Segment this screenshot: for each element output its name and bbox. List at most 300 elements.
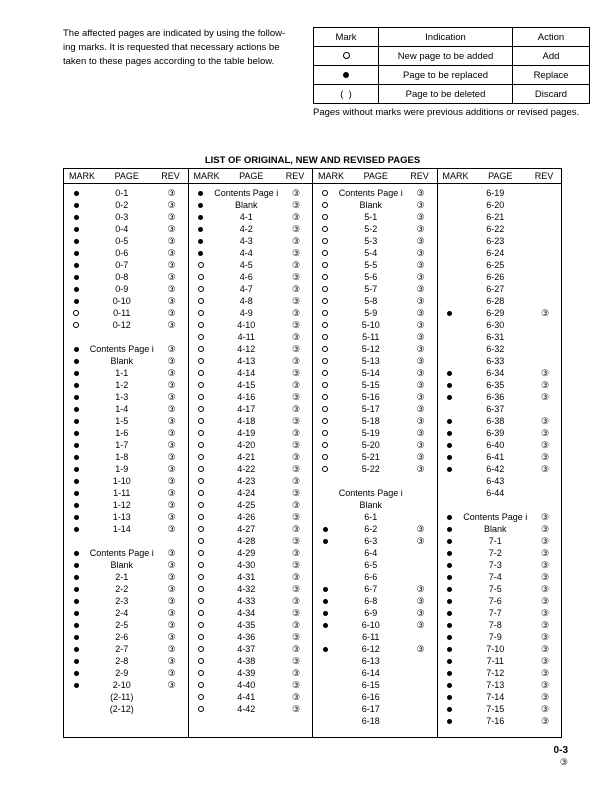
row-page-cell: 4-24 (237, 488, 256, 498)
row-rev-cell: ③ (540, 607, 550, 618)
page-row (189, 247, 313, 259)
hollow-circle-mark (198, 418, 204, 424)
row-page-cell: 4-6 (239, 272, 253, 282)
row-page-cell: 6-37 (486, 404, 505, 414)
row-page-cell: 5-4 (364, 248, 378, 258)
row-rev-cell: ③ (540, 379, 550, 390)
filled-circle-mark (74, 443, 79, 448)
mark-legend-table (313, 27, 590, 104)
row-rev-cell: ③ (167, 499, 176, 510)
footer-revision: ③ (559, 757, 568, 767)
row-mark-cell (438, 671, 462, 676)
row-rev-cell: ③ (291, 487, 301, 498)
row-mark-cell (313, 358, 337, 364)
page-row (64, 259, 188, 271)
row-mark-cell (438, 719, 462, 724)
pages-table-column-header (438, 169, 562, 184)
row-rev-cell: ③ (416, 223, 425, 234)
page-row (189, 703, 313, 715)
row-mark-cell (313, 298, 337, 304)
row-rev-cell: ③ (167, 571, 176, 582)
row-page-cell: 4-20 (237, 440, 256, 450)
row-rev-cell: ③ (167, 235, 176, 246)
row-page-cell: 4-7 (239, 284, 253, 294)
filled-circle-mark (447, 515, 452, 520)
row-mark-cell (189, 239, 213, 244)
row-mark-cell (438, 455, 462, 460)
hollow-circle-mark (198, 382, 204, 388)
filled-circle-mark (74, 347, 79, 352)
row-page-cell: 6-38 (486, 416, 505, 426)
row-page-cell: 5-2 (364, 224, 378, 234)
page-row (64, 655, 188, 667)
page-row (313, 475, 437, 487)
page-row (189, 403, 313, 415)
hollow-circle-mark (322, 202, 328, 208)
row-rev-cell: ③ (416, 307, 425, 318)
row-rev-cell: ③ (291, 247, 301, 258)
row-page-cell: 6-13 (361, 656, 380, 666)
row-mark-cell (64, 659, 88, 664)
filled-circle-mark (74, 587, 79, 592)
row-rev-cell: ③ (291, 643, 301, 654)
page-row (313, 187, 437, 199)
mark-legend-row (314, 47, 590, 66)
row-page-cell: 0-6 (115, 248, 129, 258)
row-mark-cell (64, 371, 88, 376)
page-row (313, 271, 437, 283)
page-row (189, 475, 313, 487)
page-row (438, 343, 562, 355)
row-mark-cell (438, 659, 462, 664)
page-row (438, 355, 562, 367)
row-page-cell: 5-19 (361, 428, 380, 438)
row-mark-cell (313, 442, 337, 448)
hollow-circle-mark (73, 310, 79, 316)
page-row (64, 475, 188, 487)
hollow-circle-mark (322, 442, 328, 448)
filled-circle-mark (447, 587, 452, 592)
row-mark-cell (64, 359, 88, 364)
filled-circle-mark (74, 371, 79, 376)
page-row (313, 691, 437, 703)
row-page-cell: 7-8 (488, 620, 502, 630)
page-row (438, 607, 562, 619)
row-mark-cell (438, 527, 462, 532)
page-row (438, 307, 562, 319)
row-mark-cell (438, 599, 462, 604)
row-page-cell: Contents Page i (463, 512, 528, 522)
page-row (438, 463, 562, 475)
row-mark-cell (64, 215, 88, 220)
page-row (438, 511, 562, 523)
page-row (438, 535, 562, 547)
filled-circle-mark (447, 611, 452, 616)
row-page-cell: 2-1 (115, 572, 129, 582)
page-row (313, 307, 437, 319)
row-page-cell: Contents Page i (89, 344, 154, 354)
page-row (313, 259, 437, 271)
row-mark-cell (64, 467, 88, 472)
page-row (438, 715, 562, 727)
page-row (189, 307, 313, 319)
row-rev-cell: ③ (540, 643, 550, 654)
filled-circle-mark (74, 395, 79, 400)
row-rev-cell: ③ (167, 607, 176, 618)
row-rev-cell: ③ (291, 679, 301, 690)
filled-circle-mark (74, 551, 79, 556)
page-row (189, 211, 313, 223)
page-row (438, 403, 562, 415)
row-page-cell: 1-13 (112, 512, 131, 522)
row-rev-cell: ③ (416, 211, 425, 222)
row-page-cell: 4-17 (237, 404, 256, 414)
page-row (438, 595, 562, 607)
page-row (438, 667, 562, 679)
row-rev-cell: ③ (416, 619, 425, 630)
row-mark-cell (313, 286, 337, 292)
row-page-cell: 4-14 (237, 368, 256, 378)
row-page-cell: 7-10 (486, 644, 505, 654)
row-page-cell: 2-10 (112, 680, 131, 690)
row-rev-cell: ③ (167, 547, 176, 558)
row-rev-cell: ③ (167, 403, 176, 414)
row-page-cell: 6-23 (486, 236, 505, 246)
page-row (189, 643, 313, 655)
page-row (64, 271, 188, 283)
row-page-cell: 4-9 (239, 308, 253, 318)
page-row (189, 559, 313, 571)
row-page-cell: Blank (110, 356, 133, 366)
row-page-cell: (2-12) (109, 704, 134, 714)
row-rev-cell: ③ (291, 451, 301, 462)
row-page-cell: 1-9 (115, 464, 129, 474)
page-row (313, 439, 437, 451)
row-page-cell: 5-13 (361, 356, 380, 366)
filled-circle-mark (447, 311, 452, 316)
row-page-cell: 1-6 (115, 428, 129, 438)
page-row (313, 247, 437, 259)
row-rev-cell: ③ (540, 595, 550, 606)
page-row (189, 595, 313, 607)
pages-table-column-4 (437, 169, 562, 737)
row-rev-cell: ③ (167, 487, 176, 498)
filled-circle-mark (447, 719, 452, 724)
row-mark-cell (438, 563, 462, 568)
row-mark-cell (64, 347, 88, 352)
page-row (189, 655, 313, 667)
row-rev-cell: ③ (416, 187, 425, 198)
row-mark-cell (189, 251, 213, 256)
row-page-cell: 6-10 (361, 620, 380, 630)
page-row (64, 295, 188, 307)
row-page-cell: 2-4 (115, 608, 129, 618)
hollow-circle-mark (322, 262, 328, 268)
row-page-cell: 1-12 (112, 500, 131, 510)
row-mark-cell (64, 635, 88, 640)
pages-table-column-header (189, 169, 313, 184)
row-rev-cell: ③ (416, 535, 425, 546)
row-mark-cell (64, 227, 88, 232)
hollow-circle-mark (198, 658, 204, 664)
hollow-circle-mark (198, 454, 204, 460)
row-page-cell: 6-11 (362, 632, 380, 642)
row-page-cell: 2-2 (115, 584, 129, 594)
row-mark-cell (313, 539, 337, 544)
row-page-cell: 6-20 (486, 200, 505, 210)
pages-table-rows (189, 184, 313, 715)
hollow-circle-mark (198, 622, 204, 628)
mark-legend-row (314, 66, 590, 85)
row-mark-cell (189, 694, 213, 700)
legend-mark-cell (314, 47, 379, 66)
row-rev-cell: ③ (416, 607, 425, 618)
row-page-cell: 6-14 (361, 668, 380, 678)
row-rev-cell: ③ (540, 511, 550, 522)
row-rev-cell: ③ (291, 607, 301, 618)
hollow-circle-mark (198, 466, 204, 472)
page-row (438, 187, 562, 199)
row-mark-cell (313, 466, 337, 472)
row-page-cell: 6-8 (364, 596, 378, 606)
row-mark-cell (313, 334, 337, 340)
hollow-circle-mark (198, 394, 204, 400)
legend-action-cell: Discard (513, 85, 590, 104)
row-mark-cell (313, 370, 337, 376)
row-page-cell: 2-9 (115, 668, 129, 678)
page-row (189, 583, 313, 595)
row-page-cell: 4-8 (239, 296, 253, 306)
row-mark-cell (313, 394, 337, 400)
page-row (313, 559, 437, 571)
row-mark-cell (313, 202, 337, 208)
row-rev-cell: ③ (167, 667, 176, 678)
row-rev-cell: ③ (167, 355, 176, 366)
row-mark-cell (438, 395, 462, 400)
page-row (313, 703, 437, 715)
row-rev-cell: ③ (167, 475, 176, 486)
row-rev-cell: ③ (167, 619, 176, 630)
row-page-cell: 6-17 (361, 704, 380, 714)
hollow-circle-mark (198, 334, 204, 340)
row-mark-cell (64, 287, 88, 292)
page-row (64, 499, 188, 511)
row-mark-cell (189, 574, 213, 580)
page-row (313, 715, 437, 727)
row-page-cell: 4-1 (239, 212, 253, 222)
hollow-circle-mark (322, 190, 328, 196)
row-mark-cell (189, 334, 213, 340)
row-mark-cell (64, 191, 88, 196)
filled-circle-mark (447, 683, 452, 688)
page-row (189, 607, 313, 619)
filled-circle-mark (74, 407, 79, 412)
page-row (438, 655, 562, 667)
row-mark-cell (438, 467, 462, 472)
row-mark-cell (313, 262, 337, 268)
row-rev-cell: ③ (540, 619, 550, 630)
page-row (438, 559, 562, 571)
row-rev-cell: ③ (416, 283, 425, 294)
page-row (313, 427, 437, 439)
page-row (313, 211, 437, 223)
page-row (313, 607, 437, 619)
page-row (189, 487, 313, 499)
page-row (189, 379, 313, 391)
hollow-circle-mark (322, 274, 328, 280)
page-row (313, 679, 437, 691)
row-mark-cell (313, 418, 337, 424)
row-rev-cell: ③ (540, 415, 550, 426)
row-mark-cell (189, 670, 213, 676)
row-mark-cell (189, 346, 213, 352)
row-mark-cell (313, 214, 337, 220)
row-mark-cell (64, 239, 88, 244)
row-rev-cell: ③ (291, 295, 301, 306)
row-rev-cell: ③ (416, 391, 425, 402)
hollow-circle-mark (198, 262, 204, 268)
page-row (438, 223, 562, 235)
filled-circle-mark (447, 695, 452, 700)
page-row (189, 295, 313, 307)
row-page-cell: 4-39 (237, 668, 256, 678)
row-page-cell: 4-13 (237, 356, 256, 366)
row-rev-cell: ③ (540, 655, 550, 666)
row-rev-cell: ③ (416, 415, 425, 426)
row-page-cell: 4-16 (237, 392, 256, 402)
filled-circle-mark (447, 551, 452, 556)
row-page-cell: 4-37 (237, 644, 256, 654)
row-rev-cell: ③ (167, 247, 176, 258)
page-row (64, 355, 188, 367)
row-page-cell: 6-6 (364, 572, 378, 582)
page-row (189, 535, 313, 547)
filled-circle-mark (447, 431, 452, 436)
row-mark-cell (64, 587, 88, 592)
page-row (64, 247, 188, 259)
hollow-circle-mark (322, 406, 328, 412)
page-row (189, 499, 313, 511)
filled-circle-mark (74, 683, 79, 688)
row-rev-cell: ③ (291, 667, 301, 678)
row-mark-cell (64, 479, 88, 484)
filled-circle-mark (323, 599, 328, 604)
row-mark-cell (64, 515, 88, 520)
page-row (313, 487, 437, 499)
row-page-cell: 5-12 (361, 344, 380, 354)
legend-indication-cell: Page to be replaced (379, 66, 513, 85)
row-mark-cell (64, 563, 88, 568)
row-rev-cell: ③ (167, 523, 176, 534)
page-row (438, 475, 562, 487)
filled-circle-mark (447, 707, 452, 712)
filled-circle-mark (74, 479, 79, 484)
row-rev-cell: ③ (291, 523, 301, 534)
row-page-cell: 0-7 (115, 260, 129, 270)
filled-circle-mark (74, 203, 79, 208)
mark-legend-header-row (314, 28, 590, 47)
filled-circle-mark (74, 491, 79, 496)
header-rev: REV (534, 171, 554, 181)
legend-mark-cell (314, 66, 379, 85)
row-page-cell: 4-5 (239, 260, 253, 270)
row-mark-cell (313, 611, 337, 616)
header-rev: REV (161, 171, 180, 181)
filled-circle-mark (74, 671, 79, 676)
hollow-circle-mark (198, 370, 204, 376)
legend-mark-cell (314, 85, 379, 104)
row-rev-cell: ③ (416, 595, 425, 606)
row-page-cell: 4-33 (237, 596, 256, 606)
row-rev-cell: ③ (291, 343, 301, 354)
row-mark-cell (189, 490, 213, 496)
row-mark-cell (438, 695, 462, 700)
page-row (189, 343, 313, 355)
row-page-cell: 6-12 (361, 644, 380, 654)
row-rev-cell: ③ (416, 295, 425, 306)
page-row (64, 511, 188, 523)
page-row (64, 319, 188, 331)
pages-table-rows (64, 184, 188, 715)
row-rev-cell: ③ (416, 643, 425, 654)
row-mark-cell (64, 611, 88, 616)
row-mark-cell (64, 647, 88, 652)
row-mark-cell (189, 358, 213, 364)
hollow-circle-mark (322, 358, 328, 364)
row-page-cell: 6-5 (364, 560, 378, 570)
page-row (189, 271, 313, 283)
filled-circle-mark (74, 563, 79, 568)
row-page-cell: 6-42 (486, 464, 505, 474)
page-row (189, 259, 313, 271)
row-page-cell: 4-3 (239, 236, 253, 246)
row-page-cell: 6-26 (486, 272, 505, 282)
row-rev-cell: ③ (416, 403, 425, 414)
page-row (438, 247, 562, 259)
row-mark-cell (64, 503, 88, 508)
page-row (64, 403, 188, 415)
row-rev-cell: ③ (291, 583, 301, 594)
page-row (64, 211, 188, 223)
row-page-cell: 7-11 (486, 656, 504, 666)
filled-circle-mark (447, 671, 452, 676)
row-rev-cell: ③ (167, 379, 176, 390)
row-rev-cell: ③ (167, 223, 176, 234)
row-mark-cell (438, 539, 462, 544)
row-mark-cell (438, 311, 462, 316)
hollow-circle-mark (198, 346, 204, 352)
page-footer (554, 745, 568, 768)
pages-table-column-header (64, 169, 188, 184)
row-page-cell: 1-14 (112, 524, 131, 534)
row-page-cell: 1-8 (115, 452, 129, 462)
page-row (313, 511, 437, 523)
row-mark-cell (313, 346, 337, 352)
row-rev-cell: ③ (167, 211, 176, 222)
row-mark-cell (189, 370, 213, 376)
row-mark-cell (313, 623, 337, 628)
row-mark-cell (189, 646, 213, 652)
page-row (189, 283, 313, 295)
row-rev-cell: ③ (416, 463, 425, 474)
pages-table-column-header (313, 169, 437, 184)
row-mark-cell (438, 371, 462, 376)
row-rev-cell: ③ (416, 583, 425, 594)
hollow-circle-mark (198, 358, 204, 364)
hollow-circle-mark (322, 370, 328, 376)
page-row (64, 607, 188, 619)
filled-circle-mark (74, 287, 79, 292)
